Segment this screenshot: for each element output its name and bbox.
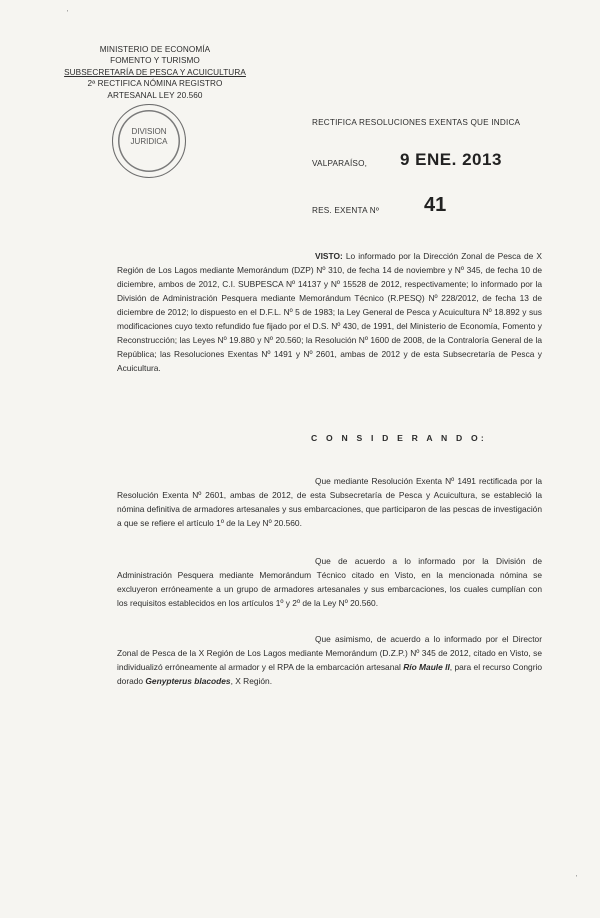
scan-mark: ' xyxy=(576,875,578,882)
considerando-paragraph-1: Que mediante Resolución Exenta Nº 1491 rectificada por la Resolución Exenta Nº 2601, ambas de 2012, de esta Subsecretaría de Pesca y Acuicultura, se estableció la nómina definitiva de armadores artesanales y sus embarcaciones, que participaron de las pescas de investigación a que se refiere el artículo 1º de la Ley Nº 20.560. xyxy=(117,476,542,528)
ministry-header xyxy=(60,44,250,101)
date-stamp: 9 ENE. 2013 xyxy=(400,150,502,169)
header-subsecretaria: SUBSECRETARÍA DE PESCA Y ACUICULTURA xyxy=(64,67,246,77)
place-label: VALPARAÍSO, xyxy=(312,159,368,168)
p3-text-b: , para el recurso Congrio dorado xyxy=(117,662,542,686)
considerando-paragraph-2: Que de acuerdo a lo informado por la División de Administración Pesquera mediante Memorándum Técnico citado en Visto, en la mencionada nómina se excluyeron erróneamente a un grupo de armadores artesanales y sus embarcaciones, los cuales cumplían con los requisitos establecidos en los artículos 1º y 2º de la Ley Nº 20.560. xyxy=(117,556,542,608)
p3-text-a: Que asimismo, de acuerdo a lo informado por el Director Zonal de Pesca de la X Región de Los Lagos mediante Memorándum (D.Z.P.) Nº 345 de 2012, citado en Visto, se individualizó erróneamente al armador y el RPA de la embarcación artesanal xyxy=(117,634,542,672)
visto-label: VISTO: xyxy=(315,251,343,261)
boat-name: Río Maule II xyxy=(403,662,450,672)
division-juridica-stamp xyxy=(112,104,186,178)
species-name: Genypterus blacodes xyxy=(145,676,231,686)
stamp-line-1: DIVISION xyxy=(131,127,167,136)
scan-mark: ' xyxy=(67,10,69,17)
considerando-paragraph-3 xyxy=(117,632,542,688)
header-ministry-sub: FOMENTO Y TURISMO xyxy=(110,56,200,66)
stamp-line-2: JURIDICA xyxy=(130,137,168,146)
considerando-heading: C O N S I D E R A N D O: xyxy=(311,433,487,443)
header-ley: ARTESANAL LEY 20.560 xyxy=(107,90,203,100)
header-rectifica: 2ª RECTIFICA NÓMINA REGISTRO xyxy=(87,79,223,89)
resolution-label: RES. EXENTA Nº xyxy=(312,206,380,215)
p3-text-c: , X Región. xyxy=(230,676,273,686)
resolution-number: 41 xyxy=(424,194,447,216)
visto-text: Lo informado por la Dirección Zonal de Pesca de X Región de Los Lagos mediante Memorándum (DZP) Nº 310, de fecha 14 de noviembre y Nº 345, de fecha 10 de diciembre, ambos de 2012, C.I. SUBPESCA Nº 14137 y Nº 15528 de 2012, respectivamente; lo informado por la División de Administración Pesquera mediante Memorándum Técnico (R.PESQ) Nº 228/2012, de fecha 13 de diciembre de 2012; lo dispuesto en el D.F.L. Nº 5 de 1983; la Ley General de Pesca y Acuicultura Nº 18.892 y sus modificaciones cuyo texto refundido fue fijado por el D.S. Nº 430, de 1991, del Ministerio de Economía, Fomento y Reconstrucción; las Leyes Nº 19.880 y Nº 20.560; la Resolución Nº 1600 de 2008, de la Contraloría General de la República; las Resoluciones Exentas Nº 1491 y Nº 2601, ambas de 2012 y de esta Subsecretaría de Pesca y Acuicultura. xyxy=(117,251,542,373)
visto-paragraph xyxy=(117,249,542,375)
reference-line: RECTIFICA RESOLUCIONES EXENTAS QUE INDICA xyxy=(312,118,521,127)
header-ministry: MINISTERIO DE ECONOMÍA xyxy=(99,45,211,54)
